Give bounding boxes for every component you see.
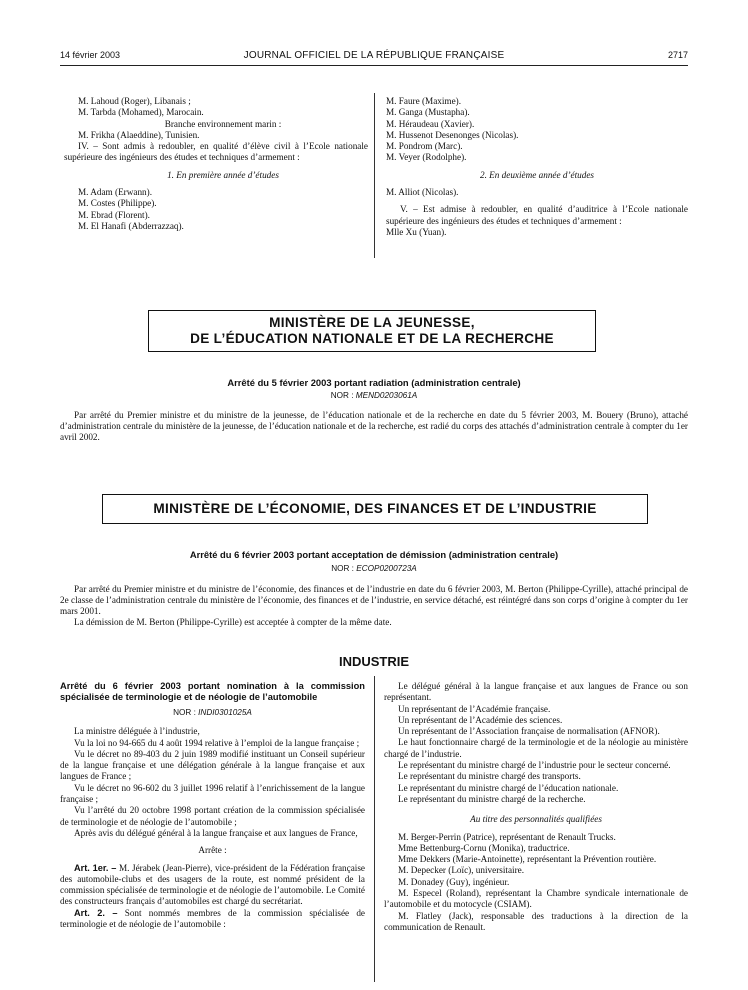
paragraph: Le représentant du ministre chargé de l’éducation nationale. [398,782,619,793]
paragraph: V. – Est admise à redoubler, en qualité d’auditrice à l’Ecole nationale supérieure des ingénieurs des études et techniques d’armement : [386,204,688,226]
ministry-title-box [148,310,596,352]
list-item: M. Lahoud (Roger), Libanais ; [78,96,191,106]
paragraph: Un représentant de l’Académie des sciences. [398,714,563,725]
arrete-body [60,410,688,443]
subheading: Branche environnement marin : [164,118,282,129]
paragraph: Un représentant de l’Association française de normalisation (AFNOR). [398,726,660,737]
list-item: M. Ebrad (Florent). [78,209,150,220]
top-right-column [386,96,688,238]
list-item: M. Depecker (Loïc), universitaire. [398,865,525,876]
arrete-title: Arrêté du 5 février 2003 portant radiation (administration centrale) [227,377,521,388]
paragraph: Après avis du délégué général à la langue française et aux langues de France, [74,827,358,838]
paragraph: Vu le décret no 89-403 du 2 juin 1989 modifié instituant un Conseil supérieur de la langue française et une délégation générale à la langue française et aux langues de France ; [60,748,365,782]
paragraph: Par arrêté du Premier ministre et du ministre de l’économie, des finances et de l’industrie en date du 6 février 2003, M. Berton (Philippe-Cyrille), attaché principal de 2e classe de l’administration centrale du ministère de l’économie, des finances et de l’industrie, en service détaché, est réintégré dans son corps d’origine à compter du 1er mars 2001. [60,584,688,616]
nor-label: NOR : [173,708,196,717]
nor-reference [60,564,688,573]
list-item: M. Donadey (Guy), ingénieur. [398,876,510,887]
column-divider [374,93,375,258]
list-item: M. Veyer (Rodolphe). [386,152,467,163]
list-item: M. Especel (Roland), représentant la Chambre syndicale internationale de l’automobile et du motocycle (CSIAM). [384,888,688,910]
nor-label: NOR : [331,564,354,573]
arrete-title: Arrêté du 6 février 2003 portant acceptation de démission (administration centrale) [189,549,559,560]
page-header [60,50,688,64]
paragraph: Le délégué général à la langue française et aux langues de France ou son représentant. [384,681,688,703]
article [60,863,365,908]
list-item: Mme Bettenburg-Cornu (Monika), traductrice. [398,842,570,853]
paragraph: Le représentant du ministre chargé de l’industrie pour le secteur concerné. [398,760,671,771]
list-item: M. Héraudeau (Xavier). [386,118,475,129]
arrete-title: Arrêté du 6 février 2003 portant nomination à la commission spécialisée de terminologie et de néologie de l’automobile [60,681,365,702]
industrie-left-column [60,681,365,930]
list-item: M. Ganga (Mustapha). [386,107,470,118]
list-item: Mlle Xu (Yuan). [386,226,447,237]
top-left-column [64,96,368,232]
ministry-title-box [102,494,648,524]
nor-code: ECOP0200723A [356,564,417,573]
nor-reference [60,707,365,718]
nor-label: NOR : [330,391,354,400]
section-title: INDUSTRIE [338,654,410,669]
nor-code: MEND0203061A [355,391,418,400]
nor-reference [60,391,688,400]
article-label: Art. 1er. – [74,862,117,873]
paragraph: Vu l’arrêté du 20 octobre 1998 portant création de la commission spécialisée de terminologie et de néologie de l’automobile ; [60,805,365,827]
header-date: 14 février 2003 [60,50,121,60]
paragraph: Le haut fonctionnaire chargé de la terminologie et de la néologie au ministère chargé de l’industrie. [384,737,688,759]
subheading: 2. En deuxième année d’études [479,169,595,180]
article-text: M. Jérabek (Jean-Pierre), vice-président de la Fédération française des automobile-clubs et des usagers de la route, est nommé président de la commission spécialisée de terminologie et de néologie de l’automobile. Le Comité des constructeurs français d’automobiles est chargé du secrétariat. [60,862,365,907]
paragraph: La ministre déléguée à l’industrie, [74,726,200,737]
subheading: 1. En première année d’études [167,169,279,180]
paragraph: Vu la loi no 94-665 du 4 août 1994 relative à l’emploi de la langue française ; [74,737,360,748]
list-item: M. Flatley (Jack), responsable des traductions à la direction de la communication de Renault. [384,910,688,932]
paragraph: Par arrêté du Premier ministre et du ministre de la jeunesse, de l’éducation nationale et de la recherche en date du 5 février 2003, M. Bouery (Bruno), attaché d’administration centrale du ministère de la jeunesse, de l’éducation nationale et de la recherche, est radié du corps des attachés d’administration centrale à compter du 1er avril 2002. [60,410,688,442]
list-item: M. Alliot (Nicolas). [386,187,459,198]
list-item: M. El Hanafi (Abderrazzaq). [78,220,184,231]
article [60,908,365,931]
list-item: M. Pondrom (Marc). [386,141,463,152]
list-item: M. Hussenot Desenonges (Nicolas). [386,129,519,140]
ministry-title-line: MINISTÈRE DE L’ÉCONOMIE, DES FINANCES ET DE L’INDUSTRIE [153,501,597,516]
article-label: Art. 2. – [74,907,118,918]
nor-code: INDI0301025A [198,708,252,717]
ministry-title-line: DE L’ÉDUCATION NATIONALE ET DE LA RECHERCHE [190,331,554,346]
header-page-number: 2717 [667,50,688,60]
ministry-title-line: MINISTÈRE DE LA JEUNESSE, [269,315,475,330]
paragraph: Vu le décret no 96-602 du 3 juillet 1996 relatif à l’enrichissement de la langue française ; [60,782,365,805]
paragraph: Un représentant de l’Académie française. [398,703,551,714]
article-text: Sont nommés membres de la commission spécialisée de terminologie et de néologie de l’automobile : [60,907,365,930]
list-item: Mme Dekkers (Marie-Antoinette), représentant la Prévention routière. [398,854,657,865]
header-journal-title: JOURNAL OFFICIEL DE LA RÉPUBLIQUE FRANÇAISE [243,50,505,61]
industrie-right-column [384,681,688,933]
paragraph: Le représentant du ministre chargé de la recherche. [398,793,586,804]
header-rule [60,65,688,66]
paragraph: Arrête : [198,845,227,856]
list-item: M. Frikha (Alaeddine), Tunisien. [78,129,200,140]
subheading: Au titre des personnalités qualifiées [470,814,602,825]
paragraph: La démission de M. Berton (Philippe-Cyrille) est acceptée à compter de la même date. [74,617,392,627]
paragraph: IV. – Sont admis à redoubler, en qualité d’élève civil à l’Ecole nationale supérieure des ingénieurs des études et techniques d’armement : [64,141,368,163]
paragraph: Le représentant du ministre chargé des transports. [398,771,581,782]
column-divider [374,676,375,982]
list-item: M. Tarbda (Mohamed), Marocain. [78,107,204,118]
arrete-body [60,584,688,628]
list-item: M. Adam (Erwann). [78,187,152,198]
list-item: M. Costes (Philippe). [78,198,157,209]
list-item: M. Faure (Maxime). [386,96,462,106]
list-item: M. Berger-Perrin (Patrice), représentant de Renault Trucks. [398,831,616,842]
